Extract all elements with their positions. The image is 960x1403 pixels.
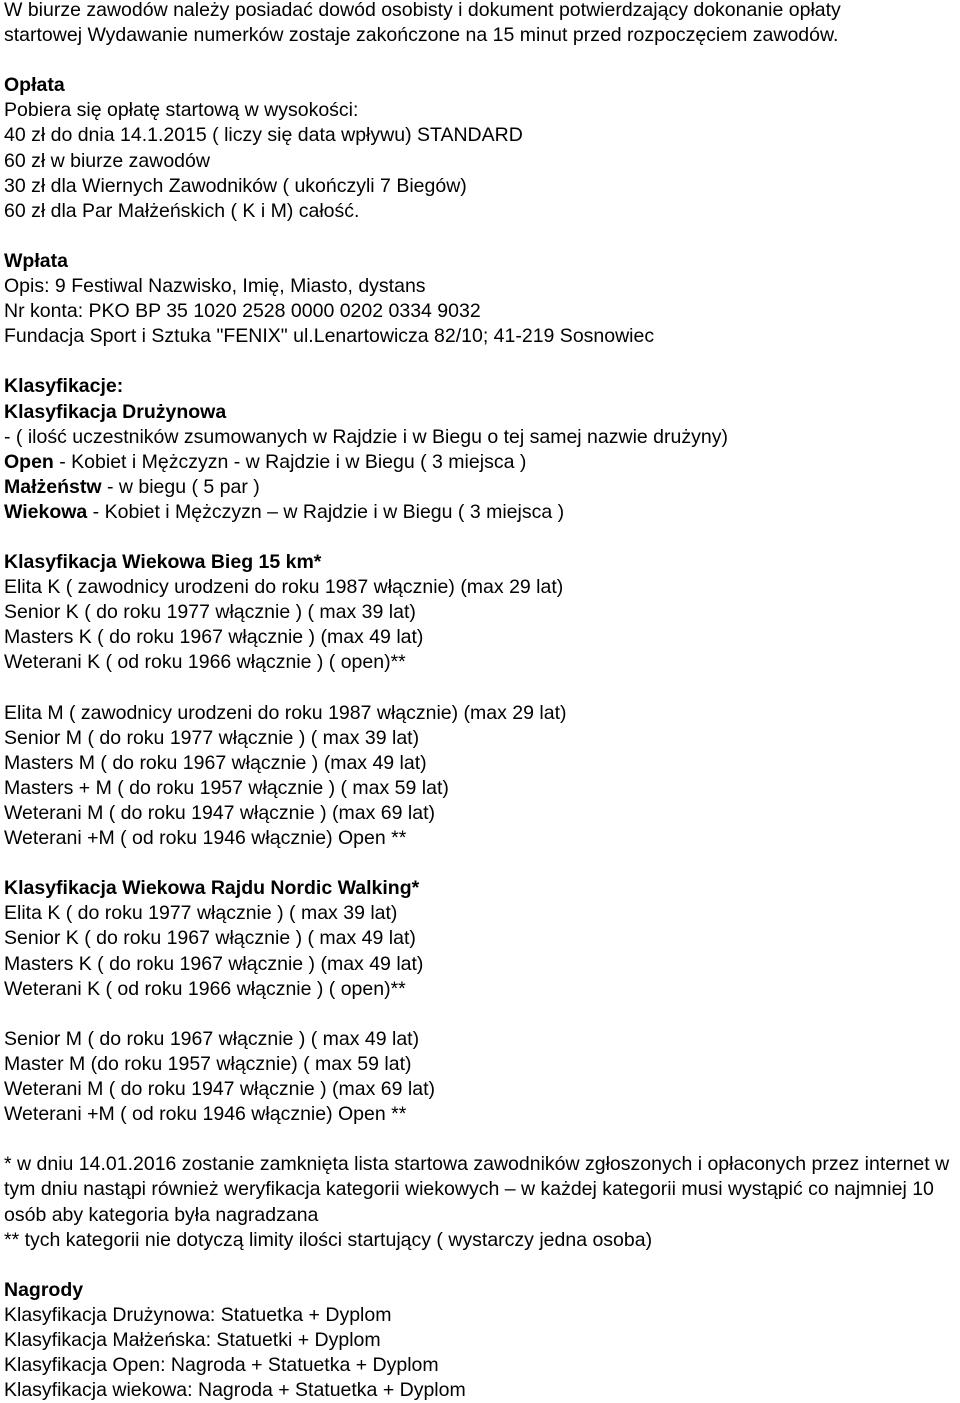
team-age-text: - Kobiet i Mężczyzn – w Rajdzie i w Biegu ( 3 miejsca ) xyxy=(87,500,565,523)
run-classification-section xyxy=(4,550,960,851)
nordic-men-category: Senior M ( do roku 1967 włącznie ) ( max 49 lat) xyxy=(4,1027,420,1050)
nordic-women-category: Senior K ( do roku 1967 włącznie ) ( max 49 lat) xyxy=(4,927,416,950)
team-marriage-line xyxy=(4,475,960,500)
spacer xyxy=(4,1002,960,1027)
run-men-category: Weterani +M ( od roku 1946 włącznie) Open ** xyxy=(4,827,407,850)
run-women-category: Weterani K ( od roku 1966 włącznie ) ( open)** xyxy=(4,651,406,674)
payment-line: Fundacja Sport i Sztuka "FENIX" ul.Lenartowicza 82/10; 41-219 Sosnowiec xyxy=(4,325,655,348)
fee-line: 60 zł dla Par Małżeńskich ( K i M) całość. xyxy=(4,199,360,222)
team-open-line xyxy=(4,450,960,475)
nordic-women-category: Weterani K ( od roku 1966 włącznie ) ( open)** xyxy=(4,977,406,1000)
run-men-category: Masters M ( do roku 1967 włącznie ) (max 49 lat) xyxy=(4,751,427,774)
fee-line: Pobiera się opłatę startową w wysokości: xyxy=(4,99,359,122)
run-women-category: Senior K ( do roku 1977 włącznie ) ( max 39 lat) xyxy=(4,601,416,624)
spacer xyxy=(4,676,960,701)
classifications-section xyxy=(4,374,960,525)
fee-line: 40 zł do dnia 14.1.2015 ( liczy się data wpływu) STANDARD xyxy=(4,124,523,147)
prize-line: Klasyfikacja Drużynowa: Statuetka + Dyplom xyxy=(4,1303,392,1326)
spacer xyxy=(4,851,960,876)
prize-line: Klasyfikacja Open: Nagroda + Statuetka + Dyplom xyxy=(4,1354,439,1377)
intro-section xyxy=(4,0,960,48)
team-age-label: Wiekowa xyxy=(4,500,88,523)
payment-line: Nr konta: PKO BP 35 1020 2528 0000 0202 0334 9032 xyxy=(4,300,481,323)
run-women-category: Elita K ( zawodnicy urodzeni do roku 1987 włącznie) (max 29 lat) xyxy=(4,576,564,599)
run-men-category: Senior M ( do roku 1977 włącznie ) ( max 39 lat) xyxy=(4,726,420,749)
prizes-heading: Nagrody xyxy=(4,1278,84,1301)
nordic-classification-heading: Klasyfikacja Wiekowa Rajdu Nordic Walking* xyxy=(4,877,420,900)
classifications-heading: Klasyfikacje: xyxy=(4,375,124,398)
nordic-women-category: Masters K ( do roku 1967 włącznie ) (max 49 lat) xyxy=(4,952,424,975)
prize-line: Klasyfikacja wiekowa: Nagroda + Statuetka + Dyplom xyxy=(4,1379,466,1402)
payment-heading: Wpłata xyxy=(4,249,68,272)
nordic-men-category: Weterani M ( do roku 1947 włącznie ) (max 69 lat) xyxy=(4,1078,435,1101)
run-classification-heading: Klasyfikacja Wiekowa Bieg 15 km* xyxy=(4,551,322,574)
team-classification-heading: Klasyfikacja Drużynowa xyxy=(4,400,227,423)
intro-line: startowej Wydawanie numerków zostaje zakończone na 15 minut przed rozpoczęciem zawodów. xyxy=(4,24,839,47)
nordic-men-category: Weterani +M ( od roku 1946 włącznie) Open ** xyxy=(4,1103,407,1126)
team-marriage-text: - w biegu ( 5 par ) xyxy=(101,475,260,498)
team-classification-note: - ( ilość uczestników zsumowanych w Rajdzie i w Biegu o tej samej nazwie drużyny) xyxy=(4,425,728,448)
spacer xyxy=(4,349,960,374)
team-open-text: - Kobiet i Mężczyzn - w Rajdzie i w Biegu ( 3 miejsca ) xyxy=(53,450,527,473)
payment-section xyxy=(4,249,960,349)
nordic-men-category: Master M (do roku 1957 włącznie) ( max 59 lat) xyxy=(4,1052,412,1075)
intro-line: W biurze zawodów należy posiadać dowód osobisty i dokument potwierdzający dokonanie opłaty xyxy=(4,0,841,21)
nordic-classification-section xyxy=(4,876,960,1127)
team-open-label: Open xyxy=(4,450,54,473)
spacer xyxy=(4,1253,960,1278)
team-age-line xyxy=(4,500,960,525)
footnote-double-star: ** tych kategorii nie dotyczą limity ilości startujący ( wystarczy jedna osoba) xyxy=(4,1228,653,1251)
spacer xyxy=(4,224,960,249)
fee-line: 60 zł w biurze zawodów xyxy=(4,149,210,172)
run-men-category: Elita M ( zawodnicy urodzeni do roku 1987 włącznie) (max 29 lat) xyxy=(4,701,567,724)
footnote-single-star: * w dniu 14.01.2016 zostanie zamknięta lista startowa zawodników zgłoszonych i opłaconych przez internet w tym dniu nastąpi również weryfikacja kategorii wiekowych – w każdej kategorii musi wystąpić co najmniej 10 osób aby kategoria była nagradzana xyxy=(4,1153,950,1226)
fee-line: 30 zł dla Wiernych Zawodników ( ukończyli 7 Biegów) xyxy=(4,174,467,197)
nordic-women-category: Elita K ( do roku 1977 włącznie ) ( max 39 lat) xyxy=(4,902,398,925)
prizes-section xyxy=(4,1278,960,1403)
team-marriage-label: Małżeństw xyxy=(4,475,102,498)
run-men-category: Masters + M ( do roku 1957 włącznie ) ( max 59 lat) xyxy=(4,776,449,799)
spacer xyxy=(4,525,960,550)
run-men-category: Weterani M ( do roku 1947 włącznie ) (max 69 lat) xyxy=(4,802,435,824)
fee-heading: Opłata xyxy=(4,74,65,97)
spacer xyxy=(4,1127,960,1152)
run-women-category: Masters K ( do roku 1967 włącznie ) (max 49 lat) xyxy=(4,626,424,649)
payment-line: Opis: 9 Festiwal Nazwisko, Imię, Miasto, dystans xyxy=(4,275,426,298)
spacer xyxy=(4,48,960,73)
notes-section xyxy=(4,1152,960,1252)
prize-line: Klasyfikacja Małżeńska: Statuetki + Dyplom xyxy=(4,1328,381,1351)
fee-section xyxy=(4,73,960,224)
